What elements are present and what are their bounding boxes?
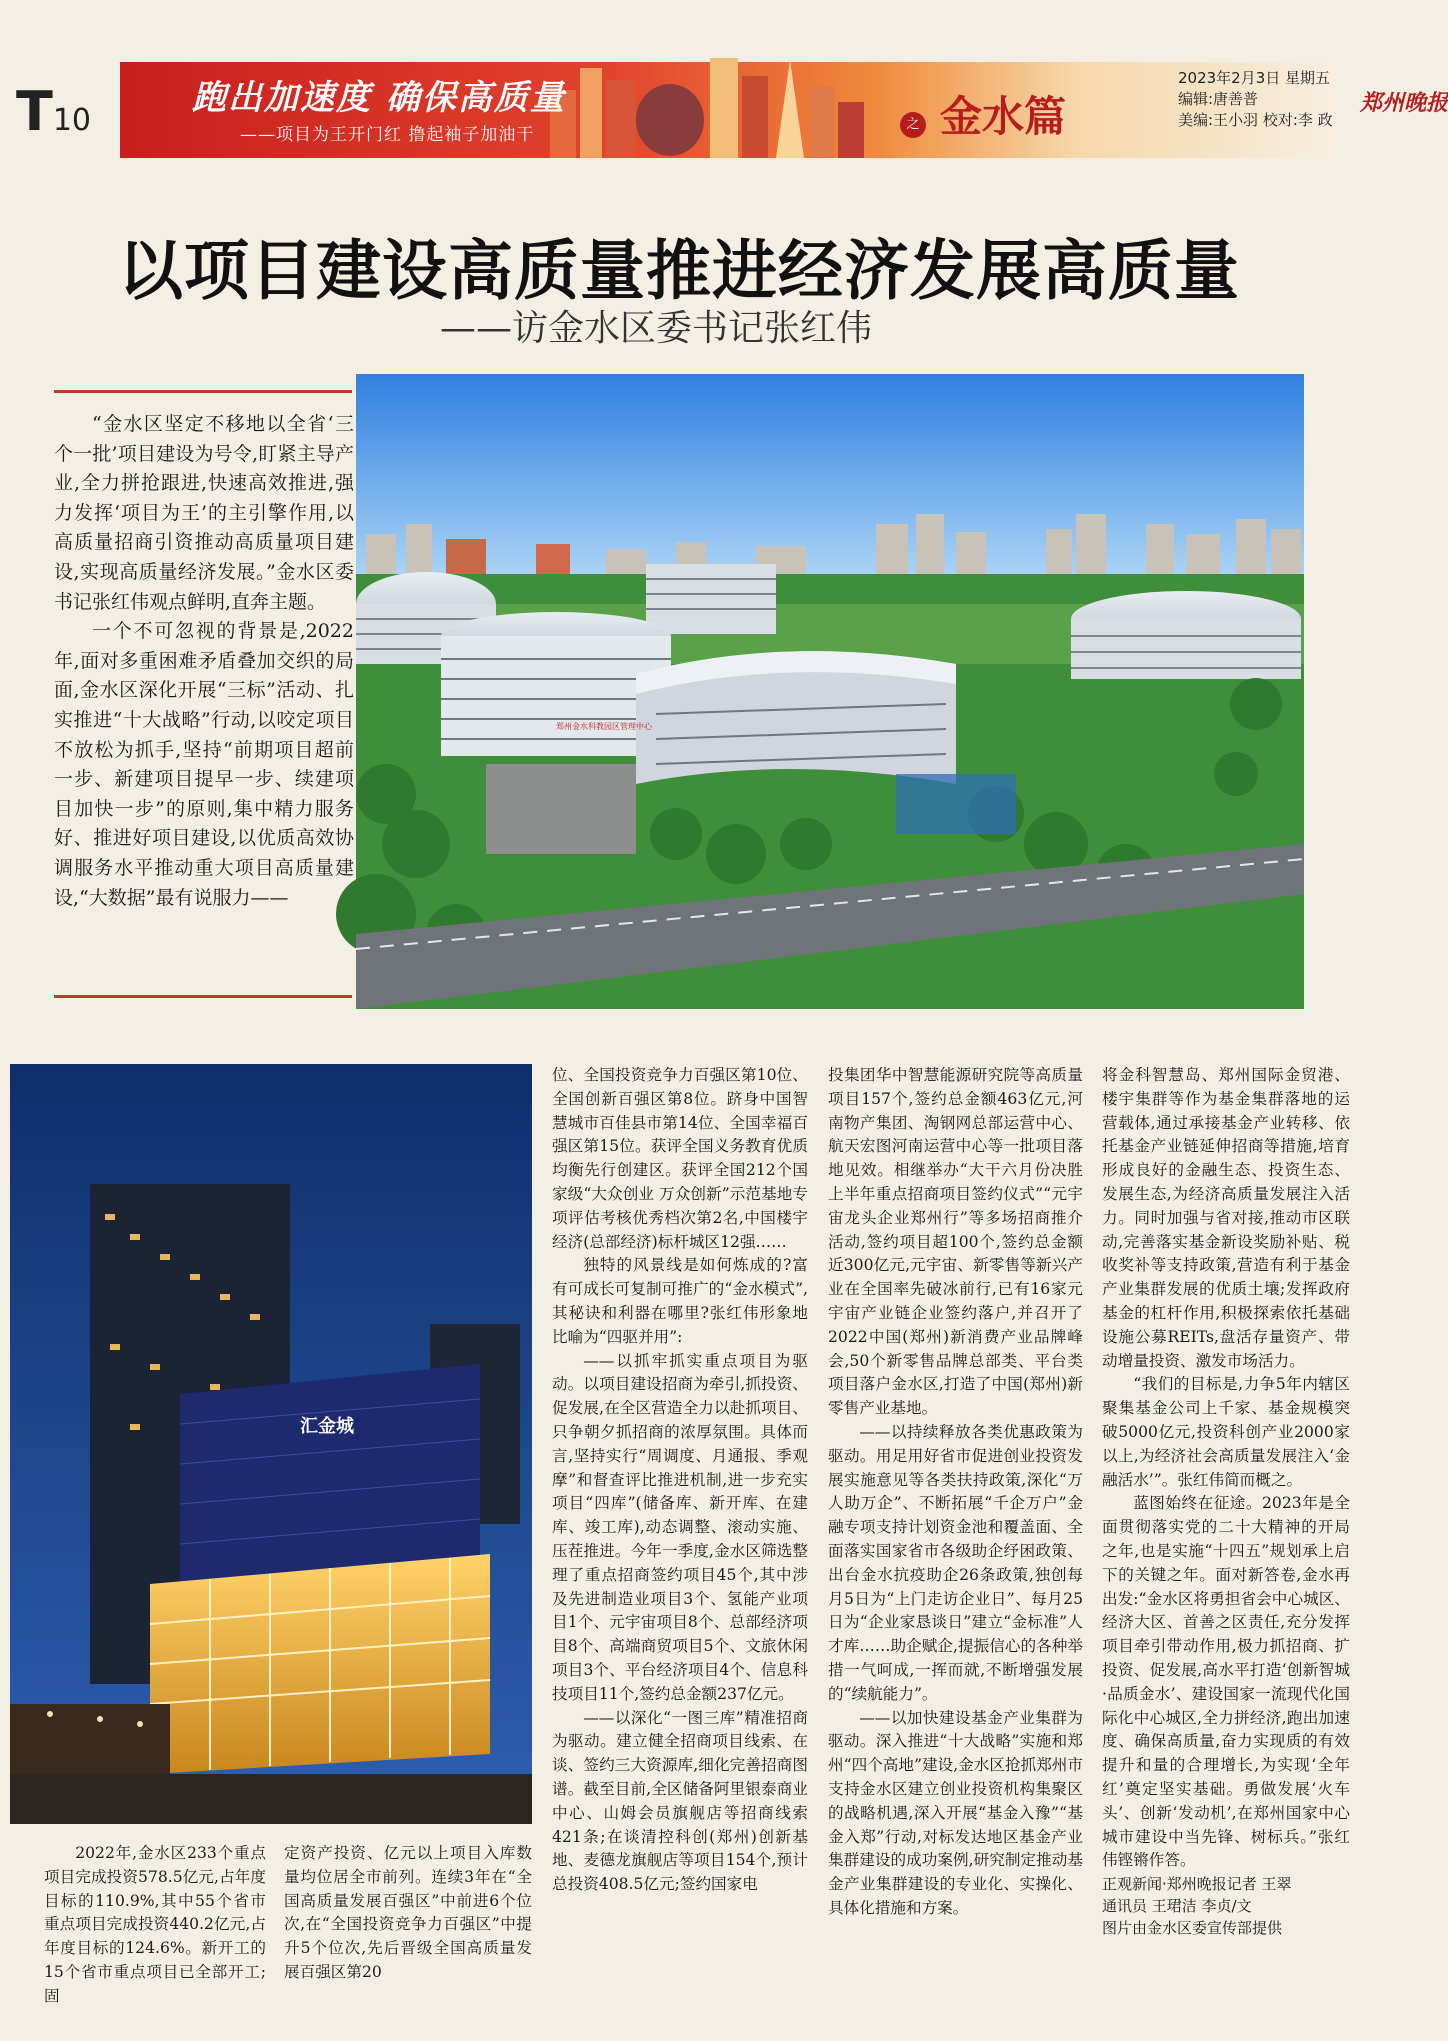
byline	[1102, 1873, 1350, 1939]
body-paragraph: 将金科智慧岛、郑州国际金贸港、楼宇集群等作为基金集群落地的运营载体,通过承接基金产业转移、依托基金产业链延伸招商等措施,培育形成良好的金融生态、投资生态、发展生态,为经济高质量发展注入活力。同时加强与省对接,推动市区联动,完善落实基金新设奖励补贴、税收奖补等支持政策,营造有利于基金产业集群发展的优质土壤;发挥政府基金的杠杆作用,积极探索依托基础设施公募REITs,盘活存量资产、带动增量投资、激发市场活力。	[1102, 1066, 1350, 1370]
body-column-3	[1102, 1064, 1350, 1939]
night-mall-photo	[10, 1064, 532, 1824]
body-paragraph: 独特的风景线是如何炼成的?富有可成长可复制可推广的“金水模式”,其秘诀和利器在哪里?张红伟形象地比喻为“四驱并用”:	[552, 1256, 808, 1346]
page-number	[16, 80, 112, 143]
subheadline: ——访金水区委书记张红伟	[440, 308, 873, 349]
headline: 以项目建设高质量推进经济发展高质量	[117, 234, 1240, 309]
campus-aerial-illustration	[356, 374, 1304, 1009]
series-title: 金水篇	[940, 92, 1067, 141]
byline-correspondent: 通讯员 王珺洁 李贞/文	[1102, 1897, 1252, 1916]
designer-proof-credit: 美编:王小羽 校对:李 政	[1178, 111, 1333, 129]
body-paragraph: ——以加快建设基金产业集群为驱动。深入推进“十大战略”实施和郑州“四个高地”建设,金水区抢抓郑州市支持金水区建立创业投资机构集聚区的战略机遇,深入开展“基金入豫”“基金入郑”行动,对标发达地区基金产业集群建设的成功案例,研究制定推动基金产业集群建设的专业化、实操化、具体化措施和方案。	[828, 1708, 1083, 1917]
campus-sign-text: 郑州金水科教园区管理中心	[556, 722, 652, 731]
page-letter: T	[16, 80, 53, 143]
page-digits: 10	[52, 103, 92, 138]
skyline-graphic	[540, 50, 870, 158]
banner-slogan: 跑出加速度 确保高质量	[192, 78, 566, 118]
intro-rule-top	[54, 390, 352, 393]
mall-sign-text: 汇金城	[300, 1416, 354, 1437]
body-column-1	[552, 1064, 808, 1897]
newspaper-logo: 郑州晚报	[1360, 90, 1448, 116]
body-paragraph: 蓝图始终在征途。2023年是全面贯彻落实党的二十大精神的开局之年,也是实施“十四五”规划承上启下的关键之年。面对新答卷,金水再出发:“金水区将勇担省会中心城区、经济大区、首善之区责任,充分发挥项目牵引带动作用,极力抓招商、扩投资、促发展,高水平打造‘创新智城·品质金水’、建设国家一流现代化国际化中心城区,全力拼经济,跑出加速度、确保高质量,奋力实现质的有效提升和量的合理增长,为实现‘全年红’奠定坚实基础。勇做发展‘火车头’、创新‘发动机’,在郑州国家中心城市建设中当先锋、树标兵。”张红伟铿锵作答。	[1102, 1494, 1350, 1870]
body-column-lead-left	[44, 1842, 266, 2009]
body-paragraph: ——以持续释放各类优惠政策为驱动。用足用好省市促进创业投资发展实施意见等各类扶持政策,深化“万人助万企”、不断拓展“千企万户”金融专项支持计划资金池和覆盖面、全面落实国家省市各级助企纾困政策、出台金水抗疫助企26条政策,独创每月5日为“上门走访企业日”、每月25日为“企业家恳谈日”建立“金标准”人才库……助企赋企,提振信心的各种举措一气呵成,一挥而就,不断增强发展的“续航能力”。	[828, 1422, 1083, 1703]
editor-credit: 编辑:唐善普	[1178, 90, 1259, 108]
intro-paragraph: “金水区坚定不移地以全省‘三个一批’项目建设为号令,盯紧主导产业,全力拼抢跟进,快速高效推进,强力发挥‘项目为王’的主引擎作用,以高质量招商引资推动高质量项目建设,实现高质量经济发展。”金水区委书记张红伟观点鲜明,直奔主题。	[54, 413, 354, 613]
intro-paragraph: 一个不可忽视的背景是,2022年,面对多重困难矛盾叠加交织的局面,金水区深化开展“三标”活动、扎实推进“十大战略”行动,以咬定项目不放松为抓手,坚持“前期项目超前一步、新建项目提早一步、续建项目加快一步”的原则,集中精力服务好、推进好项目建设,以优质高效协调服务水平推动重大项目高质量建设,“大数据”最有说服力——	[54, 620, 354, 909]
campus-aerial-photo	[356, 374, 1304, 1009]
body-column-lead-right	[284, 1842, 532, 1985]
body-paragraph: 投集团华中智慧能源研究院等高质量项目157个,签约总金额463亿元,河南物产集团、淘钢网总部运营中心、航天宏图河南运营中心等一批项目落地见效。相继举办“大干六月份决胜上半年重点招商项目签约仪式”“元宇宙龙头企业郑州行”等多场招商推介活动,签约项目超100个,签约总金额近300亿元,元宇宙、新零售等新兴产业在全国率先破冰前行,已有16家元宇宙产业链企业签约落户,并召开了2022中国(郑州)新消费产业品牌峰会,50个新零售品牌总部类、平台类项目落户金水区,打造了中国(郑州)新零售产业基地。	[828, 1066, 1083, 1418]
body-column-2	[828, 1064, 1083, 1921]
intro-block	[54, 410, 354, 913]
body-paragraph: “我们的目标是,力争5年内辖区聚集基金公司上千家、基金规模突破5000亿元,投资科创产业2000家以上,为经济社会高质量发展注入‘金融活水’”。张红伟简而概之。	[1102, 1375, 1350, 1489]
body-paragraph: ——以深化“一图三库”精准招商为驱动。建立健全招商项目线索、在谈、签约三大资源库,细化完善招商图谱。截至目前,全区储备阿里银泰商业中心、山姆会员旗舰店等招商线索421条;在谈清控科创(郑州)创新基地、麦德龙旗舰店等项目154个,预计总投资408.5亿元;签约国家电	[552, 1708, 808, 1894]
byline-reporter: 正观新闻·郑州晚报记者 王翠	[1102, 1875, 1292, 1894]
night-mall-illustration	[10, 1064, 532, 1824]
body-paragraph: ——以抓牢抓实重点项目为驱动。以项目建设招商为牵引,抓投资、促发展,在全区营造全力以赴抓项目、只争朝夕抓招商的浓厚氛围。具体而言,坚持实行“周调度、月通报、季观摩”和督查评比推进机制,进一步充实项目“四库”(储备库、新开库、在建库、竣工库),动态调整、滚动实施、压茬推进。今年一季度,金水区筛选整理了重点招商签约项目45个,其中涉及先进制造业项目3个、氢能产业项目1个、元宇宙项目8个、总部经济项目8个、高端商贸项目5个、文旅休闲项目3个、平台经济项目4个、信息科技项目11个,签约总金额237亿元。	[552, 1351, 808, 1703]
intro-rule-bottom	[54, 995, 352, 998]
photo-credit: 图片由金水区委宣传部提供	[1102, 1919, 1283, 1938]
issue-meta	[1178, 68, 1333, 131]
banner-subslogan: ——项目为王开门红 撸起袖子加油干	[240, 125, 535, 145]
body-paragraph: 位、全国投资竞争力百强区第10位、全国创新百强区第8位。跻身中国智慧城市百佳县市第14位、全国幸福百强区第15位。获评全国义务教育优质均衡先行创建区。获评全国212个国家级“大众创业 万众创新”示范基地专项评估考核优秀档次第2名,中国楼宇经济(总部经济)标杆城区12强……	[552, 1066, 808, 1251]
banner-zhi-badge: 之	[900, 112, 926, 138]
issue-date: 2023年2月3日 星期五	[1178, 69, 1331, 87]
body-paragraph: 定资产投资、亿元以上项目入库数量均位居全市前列。连续3年在“全国高质量发展百强区”中前进6个位次,在“全国投资竞争力百强区”中提升5个位次,先后晋级全国高质量发展百强区第20	[284, 1844, 532, 1981]
body-paragraph: 2022年,金水区233个重点项目完成投资578.5亿元,占年度目标的110.9%,其中55个省市重点项目完成投资440.2亿元,占年度目标的124.6%。新开工的15个省市重点项目已全部开工;固	[44, 1844, 266, 2005]
section-banner	[120, 62, 1448, 158]
